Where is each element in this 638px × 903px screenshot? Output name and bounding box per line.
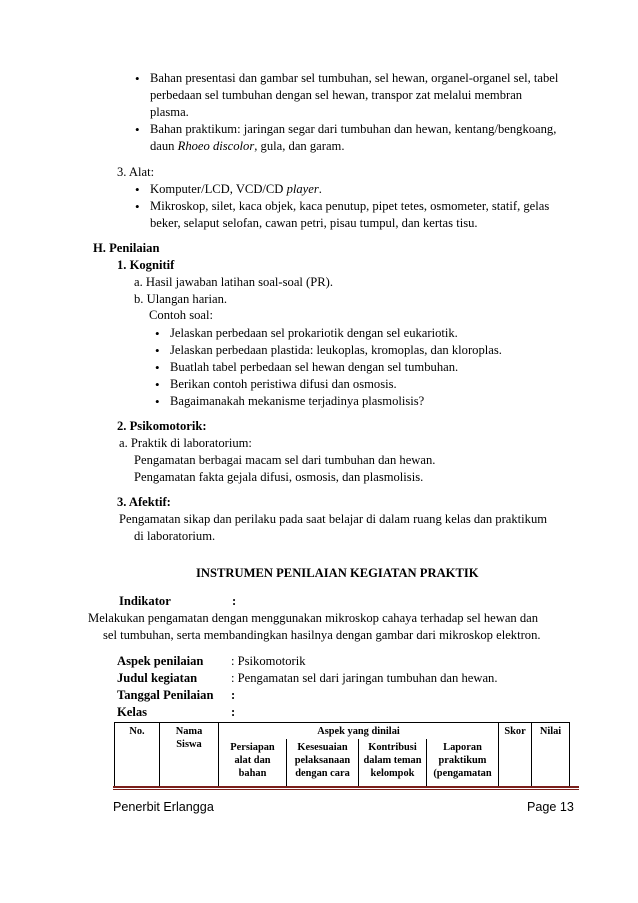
kelas-value: : [231,705,236,719]
col-nilai: Nilai [532,723,570,787]
judul-kegiatan-value: : Pengamatan sel dari jaringan tumbuhan dan hewan. [231,671,498,685]
soal-item: • Jelaskan perbedaan plastida: leukoplas, kromoplas, dan kloroplas. [170,342,502,359]
contoh-soal-label: Contoh soal: [149,308,214,322]
col-aspek: Aspek yang dinilai [219,723,499,739]
psikomotorik-line1: Pengamatan berbagai macam sel dari tumbuhan dan hewan. [134,453,436,467]
kognitif-heading: 1. Kognitif [117,258,175,272]
afektif-line2: di laboratorium. [134,529,216,543]
afektif-heading: 3. Afektif: [117,495,171,509]
psikomotorik-item-a: a. Praktik di laboratorium: [119,436,252,450]
judul-kegiatan-label: Judul kegiatan [117,671,198,685]
alat-item-2-line2: beker, selaput selofan, cawan petri, pisau tumpul, dan kertas tisu. [150,216,478,230]
aspek-penilaian-label: Aspek penilaian [117,654,204,668]
alat-item-2-line1: • Mikroskop, silet, kaca objek, kaca penutup, pipet tetes, osmometer, statif, gelas [150,198,549,215]
bahan-presentasi-line2: perbedaan sel tumbuhan dengan sel hewan, transpor zat melalui membran [150,88,523,102]
bahan-praktikum-line2: daun Rhoeo discolor, gula, dan garam. [150,139,345,153]
soal-item: • Berikan contoh peristiwa difusi dan osmosis. [170,376,397,393]
indikator-line2: sel tumbuhan, serta membandingkan hasilnya dengan gambar dari mikroskop elektron. [103,628,541,642]
soal-item: • Jelaskan perbedaan sel prokariotik dengan sel eukariotik. [170,325,458,342]
indikator-line1: Melakukan pengamatan dengan menggunakan mikroskop cahaya terhadap sel hewan dan [88,611,539,625]
indikator-label: Indikator [119,594,171,608]
col-persiapan: Persiapan alat dan bahan [219,739,287,787]
bahan-presentasi-line1: • Bahan presentasi dan gambar sel tumbuhan, sel hewan, organel-organel sel, tabel [150,70,558,87]
aspek-penilaian-value: : Psikomotorik [231,654,306,668]
footer-rule-thin [113,789,579,790]
col-nama: Nama Siswa [160,723,219,787]
kognitif-item-a: a. Hasil jawaban latihan soal-soal (PR). [134,275,333,289]
soal-item: • Bagaimanakah mekanisme terjadinya plasmolisis? [170,393,424,410]
indikator-colon: : [232,594,237,608]
footer-rule [113,786,579,788]
afektif-line1: Pengamatan sikap dan perilaku pada saat belajar di dalam ruang kelas dan praktikum [119,512,548,526]
bahan-presentasi-line3: plasma. [150,105,189,119]
col-skor: Skor [499,723,532,787]
kognitif-item-b: b. Ulangan harian. [134,292,228,306]
col-kontribusi: Kontribusi dalam teman kelompok [359,739,427,787]
psikomotorik-heading: 2. Psikomotorik: [117,419,207,433]
col-no: No. [115,723,160,787]
kelas-label: Kelas [117,705,148,719]
tanggal-penilaian-label: Tanggal Penilaian [117,688,214,702]
footer-publisher: Penerbit Erlangga [113,800,214,814]
penilaian-table [114,722,570,787]
col-kesesuaian: Kesesuaian pelaksanaan dengan cara [287,739,359,787]
psikomotorik-line2: Pengamatan fakta gejala difusi, osmosis, dan plasmolisis. [134,470,424,484]
footer-page-number: Page 13 [527,800,574,814]
soal-item: • Buatlah tabel perbedaan sel hewan dengan sel tumbuhan. [170,359,458,376]
penilaian-heading: H. Penilaian [93,241,160,255]
bahan-praktikum-line1: • Bahan praktikum: jaringan segar dari tumbuhan dan hewan, kentang/bengkoang, [150,121,556,138]
col-laporan: Laporan praktikum (pengamatan [427,739,499,787]
tanggal-penilaian-value: : [231,688,236,702]
alat-heading: 3. Alat: [117,165,155,179]
instrumen-title: INSTRUMEN PENILAIAN KEGIATAN PRAKTIK [196,566,479,580]
alat-item-1: • Komputer/LCD, VCD/CD player. [150,181,322,198]
